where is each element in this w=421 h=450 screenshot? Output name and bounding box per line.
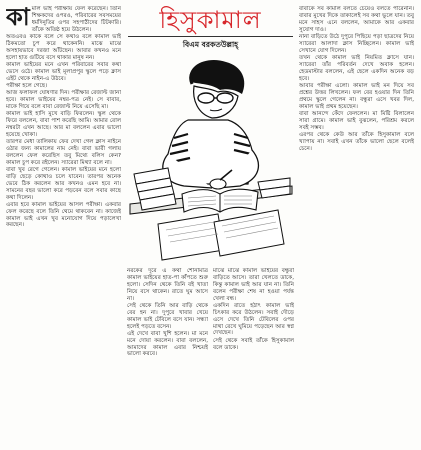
paragraph: মাঝে মাঝে কামাল ভাইয়ের বন্ধুরা বাড়িতে আসে। তারা খেলতে ডাকে, কিন্তু কামাল ভাই আর যান না। তিনি বলেন পরীক্ষা শেষ না হওয়া পর্যন্ত খেলা বন্ধ।	[213, 268, 294, 302]
paragraph: অতএবও কাকে বলে সে কথাও বলে কামাল ভাই ঠিকমতো চুপ করে থাকেননি। মাঝে মাঝে অসহায়ভাবে দরজা আঁটছেন। আবার কখনও মনে হলো হাত গুটিয়ে বসে থাকার মানুষ নন।	[6, 33, 121, 61]
paragraph: বাবা খুব রেগে গেলেন। কামাল ভাইয়ের মনে হলো বাড়ি ছেড়ে কোথাও চলে যাবেন। তারপর অনেক ভেবে ঠিক করলেন আর কখনও এমন হবে না। সামনের বছর ভালো করে পড়বেন বলে সবার কাছে কথা দিলেন।	[6, 166, 121, 201]
drop-cap: কা	[6, 6, 30, 31]
paragraph: এরপর থেকে কেউ আর তাঁকে হিসুকামাল বলে খ্যাপায় না। সবাই এখন তাঁকে ভালো ছেলে বলেই চেনে।	[299, 131, 414, 152]
paragraph: কামাল ভাই হাসি মুখে বাড়ি ফিরলেন। স্কুল থেকে ফিরে বললেন, বাবা পাশ করেছি আমি। আমার রোল নম্বরটা এখন আছে। আর মা বললেন এবার ভালো হয়েছে খোকা।	[6, 111, 121, 138]
paragraph: আজ ফলাফল ঘোষণার দিন। পরীক্ষার রেজাল্ট জানা হবে। কামাল ভাইয়ের নম্বর-পত্র নেই। সে বাবার, মাকে গিয়ে বলে বাবা রেজাল্ট নিয়ে এসেছি মা।	[6, 90, 121, 110]
paragraph: কামাল ভাইয়ের মনে এখন পরিবারের সবার কথা ভেসে ওঠে। কামাল ভাই মূলাপ্রপুর স্কুলে পড়ে ক্লাস এইট থেকে নাইন-এ উঠবে।	[6, 61, 121, 82]
paragraph: নানা বাড়িতে উঠে দুপুরে পিছিয়ে পড়া ছাত্রদের নিয়ে স্যারেরা আলাদা ক্লাস নিচ্ছিলেন। কামাল ভাই সেখানে যোগ দিলেন।	[299, 33, 414, 54]
paragraph: আবার পরীক্ষা এলো। কামাল ভাই মন দিয়ে সব প্রশ্নের উত্তর লিখলেন। ফল বের হওয়ার দিন তিনি প্রথমে স্কুলে গেলেন না। বন্ধুরা এসে খবর দিল, কামাল ভাই প্রথম হয়েছেন।	[299, 82, 414, 110]
article-title: হিসুকামাল	[159, 6, 262, 34]
paragraph: বাবাকে সব কামাল বলতে চেয়েও বলতে পারেননি। বাবার মুখের দিকে তাকালেই সব কথা ভুলে যান। তবু মনে সাহস এনে বললেন, আমাকে আর একবার সুযোগ দাও।	[299, 6, 414, 33]
article-column-middle-b	[213, 268, 294, 446]
paragraph: নরকের দূরে এ কথা শোনামাত্র কামাল ভাইয়ের হাত-পা কাঁপতে শুরু হলো। সেদিন থেকে তিনি বই খাতা নিয়ে বসে থাকেন। রাতে ঘুম আসে না।	[127, 268, 208, 302]
paragraph: তখন থেকে কামাল ভাই নিয়মিত ক্লাসে যান। স্যারেরা তাঁর পরিবর্তন দেখে অবাক হলেন। হেডমাস্টার বললেন, এই ছেলে একদিন অনেক বড় হবে।	[299, 54, 414, 82]
paragraph: তারপর মেধা তালিকায় ফের দেখা গেল ক্লাস নাইনে ওঠার জন্য কামালের নাম নেই। বাবা ভারী গলায় বললেন ফেল করেছিস তবু মিথ্যে বলিস কেন? কামাল চুপ করে রইলেন। স্যারেরা মিথ্যা বলে না।	[6, 139, 121, 166]
paragraph: এবার হবে কামাল ভাইয়ের আসল পরীক্ষা। একবার ফেল করেছে বলে তিনি থেমে থাকবেন না। কাজেই কামাল ভাই এখন খুব মনোযোগ দিয়ে পড়ালেখা করছেন।	[6, 201, 121, 229]
paragraph: একদিন রাতে হঠাৎ কামাল ভাই চিৎকার করে উঠলেন। সবাই দৌড়ে এসে দেখে তিনি টেবিলের ওপর মাথা রেখে ঘুমিয়ে পড়েছেন আর স্বপ্ন দেখছেন।	[213, 302, 294, 337]
paragraph: সেই থেকে তিনি আর বাড়ি থেকে বের হন না। দুপুরে খাবার খেয়ে কামাল ভাই টেবিলে বসে যান। সন্ধ্যা হলেই পড়তে বসেন।	[127, 302, 208, 330]
paragraph: মাল ভাই পরীক্ষায় ফেল করেছেন। তিনি শিক্ষকদের ওপরও, পরিবারের সবসময়ের ধর্মদিনুতির ওপর সহপাঠীদের টিটকারি। তাঁকে অতিষ্ঠ হয়ে উঠলেন।	[31, 6, 121, 33]
article-byline: বিএম বরকতউল্লাহ্	[182, 40, 239, 49]
article-column-right	[299, 6, 414, 446]
title-divider	[128, 36, 293, 37]
article-column-left	[6, 6, 121, 446]
paragraph: এই দেখে বাবা খুশি হলেন। মা মনে মনে দোয়া করলেন। বাবা বললেন, আমাদের কামাল এবার নিশ্চয়ই ভালো করবে।	[127, 330, 208, 358]
paragraph: সেই থেকে সবাই তাঁকে হিসুকামাল বলে ডাকে।	[213, 337, 294, 351]
paragraph: পরীক্ষা হলে গেছে।	[6, 82, 48, 89]
article-column-middle-a	[127, 268, 208, 446]
boy-studying-illustration	[128, 54, 294, 264]
paragraph: বাবা আনন্দে কেঁদে ফেললেন। মা মিষ্টি বিলালেন সারা গ্রামে। কামাল ভাই বুঝলেন, পরিশ্রম করলে সবই সম্ভব।	[299, 110, 414, 131]
